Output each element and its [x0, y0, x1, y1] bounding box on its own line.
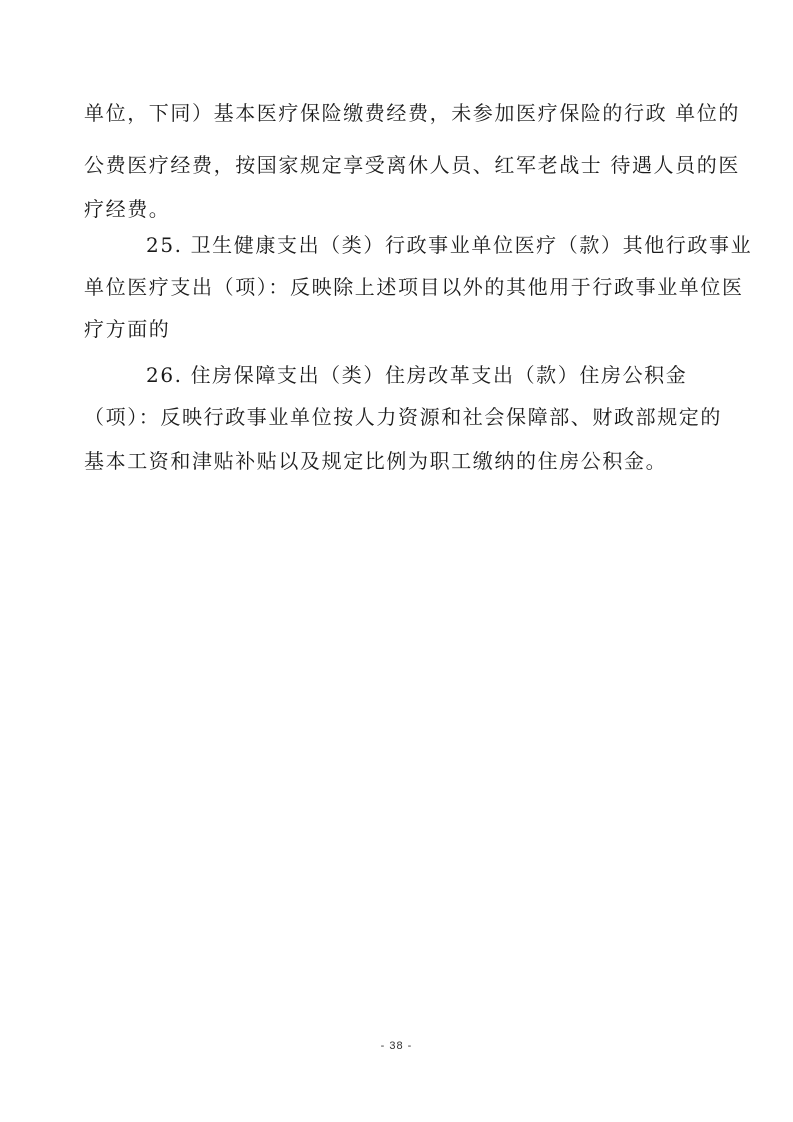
- page-number: - 38 -: [380, 1040, 413, 1052]
- paragraph-line: 公费医疗经费，按国家规定享受离休人员、红军老战士 待遇人员的医: [84, 153, 740, 177]
- paragraph-line: 26. 住房保障支出（类）住房改革支出（款）住房公积金: [146, 363, 688, 387]
- paragraph-line: 25. 卫生健康支出（类）行政事业单位医疗（款）其他行政事业: [146, 233, 753, 257]
- paragraph-line: （项）：反映行政事业单位按人力资源和社会保障部、财政部规定的: [84, 405, 722, 429]
- paragraph-line: 疗方面的: [84, 317, 171, 341]
- paragraph-line: 单位，下同）基本医疗保险缴费经费，未参加医疗保险的行政 单位的: [84, 101, 740, 125]
- paragraph-line: 单位医疗支出（项）：反映除上述项目以外的其他用于行政事业单位医: [84, 275, 744, 299]
- paragraph-line: 疗经费。: [84, 197, 171, 221]
- paragraph-line: 基本工资和津贴补贴以及规定比例为职工缴纳的住房公积金。: [84, 449, 668, 473]
